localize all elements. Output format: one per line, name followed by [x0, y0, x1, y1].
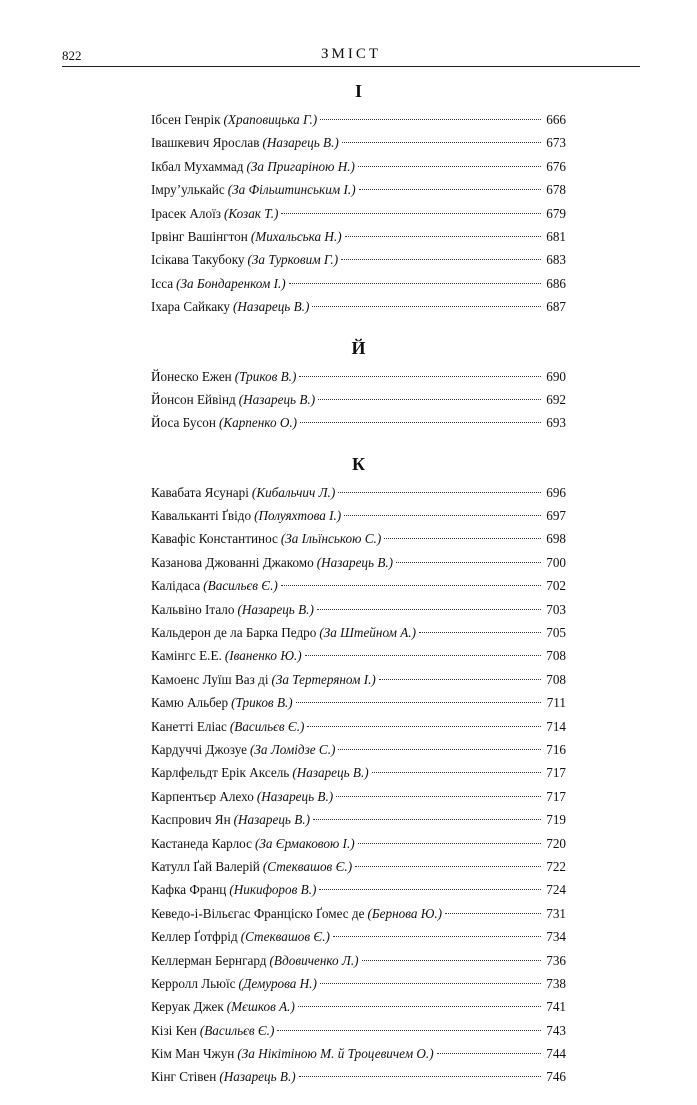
toc-entry [151, 504, 566, 527]
entry-page-number: 692 [546, 391, 566, 407]
dot-leader [379, 678, 541, 680]
entry-page-number: 722 [546, 858, 566, 874]
toc-entry [151, 644, 566, 667]
entry-author: (Михальська Н.) [250, 228, 342, 244]
toc-entry [151, 481, 566, 504]
entry-name: Кастанеда Карлос [151, 835, 252, 851]
dot-leader [437, 1052, 541, 1054]
entry-page-number: 703 [546, 601, 566, 617]
entry-author: (За Штейном А.) [319, 625, 416, 641]
entry-name: Ірасек Алоїз [151, 205, 221, 221]
entry-name: Келлер Ґотфрід [151, 929, 238, 945]
toc-entry [151, 855, 566, 878]
toc-entry [151, 1042, 566, 1065]
entry-author: (Назарець В.) [292, 765, 369, 781]
toc-entry [151, 808, 566, 831]
entry-name: Катулл Ґай Валерій [151, 858, 260, 874]
entry-name: Івашкевич Ярослав [151, 135, 260, 151]
entry-author: (Мєшков А.) [226, 999, 295, 1015]
dot-leader [281, 212, 541, 214]
entry-name: Карпентьєр Алехо [151, 788, 254, 804]
section-letter-heading: І [354, 81, 362, 101]
entry-author: (Кибальчич Л.) [251, 484, 336, 500]
entry-name: Імру’улькайс [151, 182, 225, 198]
entry-name: Кеведо-і-Вільєгас Франціско Ґомес де [151, 905, 365, 921]
entry-author: (Назарець В.) [262, 135, 339, 151]
toc-entry [151, 761, 566, 784]
entry-name: Ібсен Генрік [151, 112, 221, 127]
entry-author: (Карпенко О.) [218, 415, 298, 431]
entry-author: (Назарець В.) [233, 812, 310, 828]
toc-entry [151, 248, 566, 271]
toc-entry [151, 949, 566, 972]
toc-entry [151, 225, 566, 248]
entry-page-number: 746 [546, 1069, 566, 1085]
entry-page-number: 679 [546, 205, 566, 221]
entry-name: Йонсон Ейвінд [151, 391, 236, 407]
entry-author: (Стеквашов Є.) [240, 929, 330, 945]
entry-page-number: 708 [546, 671, 566, 687]
toc-entry [151, 155, 566, 178]
toc-entry [151, 785, 566, 808]
toc-entry [151, 1065, 566, 1088]
dot-leader [358, 165, 541, 167]
dot-leader [358, 842, 541, 844]
entry-page-number: 736 [546, 952, 566, 968]
toc-entry [151, 668, 566, 691]
entry-name: Ісікава Такубоку [151, 252, 245, 268]
entry-page-number: 696 [546, 484, 566, 500]
entry-name: Камоенс Луїш Ваз ді [151, 671, 269, 687]
entry-page-number: 681 [546, 228, 566, 244]
dot-leader [320, 982, 541, 984]
toc-entry [151, 272, 566, 295]
entry-author: (Никифоров В.) [229, 882, 317, 898]
entry-name: Кавальканті Ґвідо [151, 508, 252, 524]
dot-leader [336, 795, 541, 797]
entry-name: Камю Альбер [151, 695, 229, 711]
entry-name: Кальвіно Італо [151, 601, 235, 617]
entry-name: Керуак Джек [151, 999, 224, 1015]
toc-entry [151, 202, 566, 225]
entry-page-number: 690 [546, 368, 566, 384]
entry-page-number: 686 [546, 275, 566, 291]
toc-entry [151, 832, 566, 855]
toc-entry [151, 925, 566, 948]
dot-leader [299, 1075, 541, 1077]
page-header [62, 46, 640, 66]
entry-author: (Назарець В.) [316, 554, 394, 570]
dot-leader [419, 631, 541, 633]
toc-entry [151, 598, 566, 621]
entry-author: (Бернова Ю.) [367, 905, 443, 921]
toc-entry [151, 902, 566, 925]
dot-leader [305, 654, 541, 656]
entry-page-number: 716 [546, 741, 566, 757]
dot-leader [355, 865, 541, 867]
entry-author: (За Турковим Г.) [247, 252, 339, 268]
dot-leader [298, 1005, 541, 1007]
dot-leader [338, 491, 541, 493]
toc-entry [151, 365, 566, 388]
toc-entry [151, 295, 566, 318]
entry-author: (За Тертеряном І.) [271, 671, 376, 687]
entry-name: Келлерман Бернгард [151, 952, 267, 968]
toc-entry [151, 972, 566, 995]
entry-name: Кім Ман Чжун [151, 1046, 235, 1062]
dot-leader [296, 701, 541, 703]
entry-name: Карлфельдт Ерік Аксель [151, 765, 290, 781]
toc-entry [151, 527, 566, 550]
dot-leader [307, 725, 541, 727]
entry-name: Кардуччі Джозуе [151, 741, 248, 757]
toc-entry [151, 551, 566, 574]
toc-entry [151, 574, 566, 597]
entry-page-number: 705 [546, 625, 566, 641]
page-title: ЗМІСТ [320, 46, 381, 62]
section-letter-heading: К [351, 453, 366, 474]
dot-leader [313, 818, 541, 820]
toc-entry [151, 621, 566, 644]
entry-author: (За Бондаренком І.) [176, 275, 286, 291]
entry-author: (Полуяхтова І.) [254, 508, 342, 524]
page-number: 822 [62, 48, 82, 63]
dot-leader [396, 561, 541, 563]
entry-page-number: 693 [546, 415, 566, 431]
entry-page-number: 731 [546, 905, 566, 921]
entry-author: (Триков В.) [234, 368, 297, 384]
entry-author: (Назарець В.) [256, 788, 334, 804]
dot-leader [359, 188, 541, 190]
dot-leader [333, 935, 541, 937]
entry-name: Кізі Кен [151, 1022, 197, 1038]
entry-page-number: 683 [546, 252, 566, 268]
entry-name: Кінг Стівен [151, 1069, 217, 1085]
entry-author: (За Єрмаковою І.) [254, 835, 355, 851]
toc-entry [151, 1019, 566, 1042]
entry-author: (Іваненко Ю.) [224, 648, 302, 664]
entry-page-number: 673 [546, 135, 566, 151]
section-letter-heading: Й [351, 337, 366, 358]
toc-entry [151, 411, 566, 434]
toc-entry [151, 738, 566, 761]
dot-leader [345, 235, 541, 237]
entry-page-number: 720 [546, 835, 566, 851]
entry-page-number: 676 [546, 158, 566, 174]
toc-entry [151, 108, 566, 131]
entry-name: Ісса [151, 275, 174, 291]
header-divider [62, 66, 640, 67]
dot-leader [318, 398, 541, 400]
entry-page-number: 743 [546, 1022, 566, 1038]
dot-leader [277, 1029, 541, 1031]
entry-author: (Демурова Н.) [238, 975, 317, 991]
entry-author: (Назарець В.) [237, 601, 314, 617]
entry-page-number: 702 [546, 578, 566, 594]
dot-leader [320, 118, 541, 120]
dot-leader [372, 771, 541, 773]
entry-author: (За Нікітіною М. й Троцевичем О.) [237, 1046, 434, 1062]
entry-name: Йоса Бусон [151, 415, 216, 431]
entry-author: (За Ільїнською С.) [280, 531, 382, 547]
dot-leader [341, 258, 541, 260]
entry-page-number: 719 [546, 812, 566, 828]
entry-author: (Васильєв Є.) [203, 578, 278, 594]
entry-name: Керролл Льюїс [151, 975, 236, 991]
entry-author: (Козак Т.) [223, 205, 279, 221]
entry-author: (Назарець В.) [238, 391, 316, 407]
entry-page-number: 700 [546, 554, 566, 570]
toc-entry [151, 878, 566, 901]
toc-entry [151, 178, 566, 201]
entry-page-number: 714 [546, 718, 566, 734]
entry-name: Кафка Франц [151, 882, 227, 898]
dot-leader [319, 888, 541, 890]
dot-leader [342, 141, 541, 143]
entry-author: (Васильєв Є.) [229, 718, 305, 734]
toc-entry [151, 995, 566, 1018]
entry-page-number: 717 [546, 765, 566, 781]
entry-name: Канетті Еліас [151, 718, 227, 734]
toc-entry [151, 715, 566, 738]
dot-leader [362, 959, 541, 961]
dot-leader [289, 282, 541, 284]
entry-author: (Назарець В.) [219, 1069, 296, 1085]
table-of-contents [151, 70, 566, 1105]
dot-leader [312, 305, 541, 307]
toc-section [151, 78, 566, 319]
entry-name: Кавафіс Константинос [151, 531, 278, 547]
entry-author: (За Пригаріною Н.) [246, 158, 355, 174]
entry-page-number: 717 [546, 788, 566, 804]
dot-leader [299, 375, 541, 377]
entry-page-number: 687 [546, 299, 566, 315]
toc-section [151, 451, 566, 1089]
entry-page-number: 708 [546, 648, 566, 664]
entry-name: Йонеско Ежен [151, 368, 232, 384]
entry-author: (За Фільштинським І.) [227, 182, 356, 198]
entry-page-number: 698 [546, 531, 566, 547]
entry-author: (Васильєв Є.) [199, 1022, 275, 1038]
entry-name: Кальдерон де ла Барка Педро [151, 625, 317, 641]
entry-page-number: 741 [546, 999, 566, 1015]
entry-page-number: 734 [546, 929, 566, 945]
entry-author: (Назарець В.) [233, 299, 310, 315]
entry-name: Каспрович Ян [151, 812, 231, 828]
toc-entry [151, 691, 566, 714]
entry-author: (Храповицька Г.) [223, 112, 318, 127]
dot-leader [300, 421, 541, 423]
entry-name: Ірвінг Вашінгтон [151, 228, 248, 244]
entry-author: (Триков В.) [231, 695, 293, 711]
entry-author: (Стеквашов Є.) [262, 858, 353, 874]
toc-entry [151, 388, 566, 411]
entry-name: Ікбал Мухаммад [151, 158, 244, 174]
dot-leader [384, 537, 541, 539]
entry-page-number: 711 [546, 695, 566, 711]
entry-author: (За Ломідзе С.) [250, 741, 336, 757]
entry-name: Камінгс Е.Е. [151, 648, 222, 664]
dot-leader [281, 584, 541, 586]
dot-leader [338, 748, 541, 750]
entry-name: Казанова Джованні Джакомо [151, 554, 314, 570]
entry-page-number: 724 [546, 882, 566, 898]
entry-author: (Вдовиченко Л.) [269, 952, 359, 968]
dot-leader [344, 514, 541, 516]
entry-name: Кавабата Ясунарі [151, 484, 249, 500]
entry-name: Калідаса [151, 578, 201, 594]
entry-name: Іхара Сайкаку [151, 299, 230, 315]
entry-page-number: 697 [546, 508, 566, 524]
toc-entry [151, 131, 566, 154]
toc-section [151, 335, 566, 435]
entry-page-number: 738 [546, 975, 566, 991]
entry-page-number: 678 [546, 182, 566, 198]
dot-leader [317, 608, 541, 610]
dot-leader [445, 912, 541, 914]
entry-page-number: 744 [546, 1046, 566, 1062]
entry-page-number: 666 [546, 112, 566, 127]
